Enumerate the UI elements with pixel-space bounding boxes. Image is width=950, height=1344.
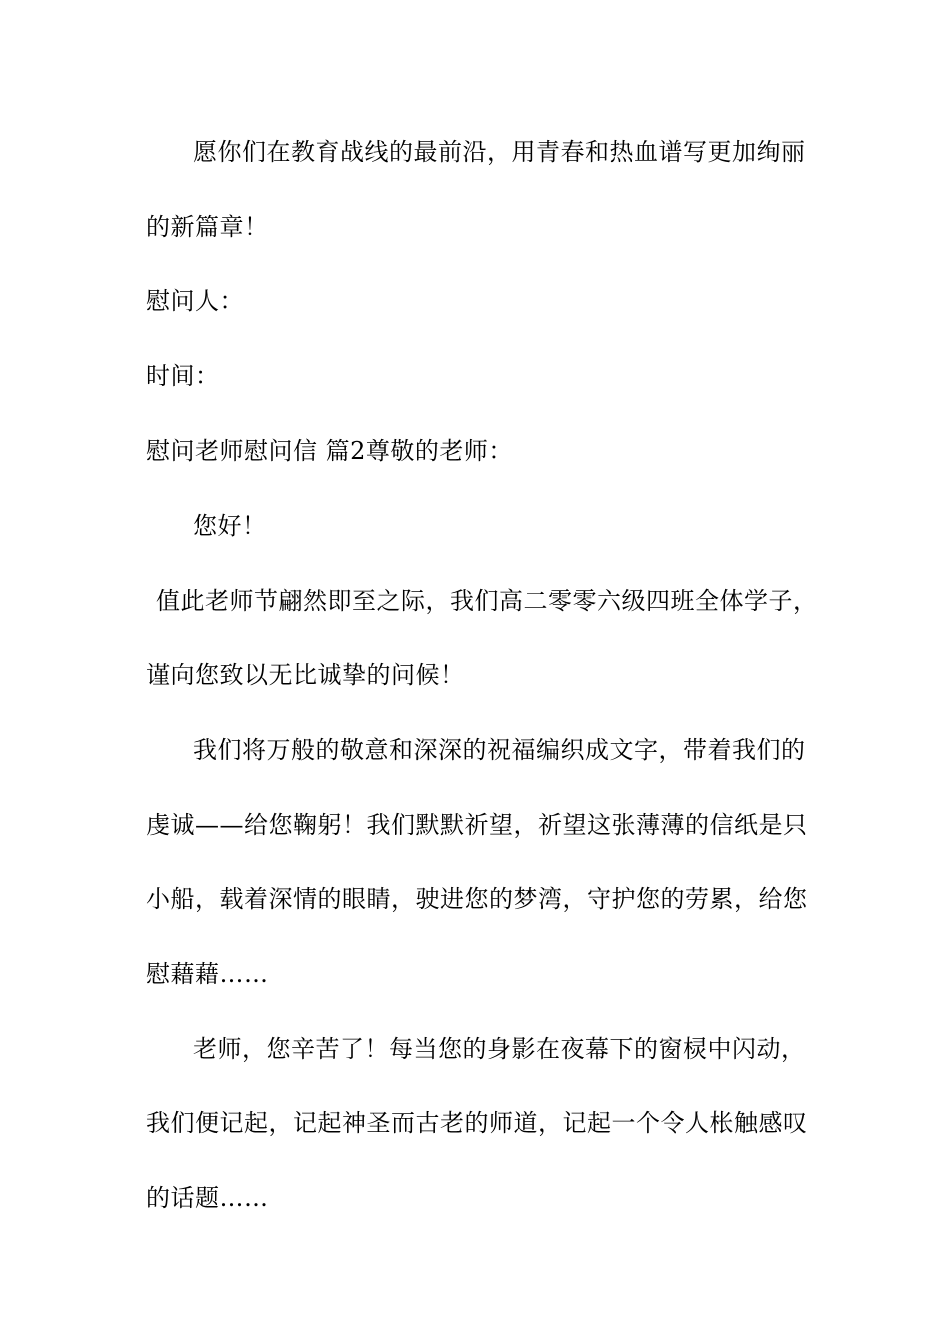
date-label: 时间： [146,362,220,390]
paragraph-line: 值此老师节翩然即至之际，我们高二零零六级四班全体学子， [156,587,818,615]
paragraph-line: 愿你们在教育战线的最前沿，用青春和热血谱写更加绚丽 [193,138,806,166]
paragraph-line: 慰藉藉…… [146,960,269,988]
paragraph-line: 我们将万般的敬意和深深的祝福编织成文字，带着我们的 [193,736,806,764]
paragraph-line: 的话题…… [146,1184,269,1212]
paragraph-line: 小船，载着深情的眼睛，驶进您的梦湾，守护您的劳累，给您 [146,885,808,913]
signer-label: 慰问人： [146,287,244,315]
greeting: 您好！ [193,512,267,540]
paragraph-line: 谨向您致以无比诚挚的问候！ [146,661,465,689]
section-heading: 慰问老师慰问信 篇2尊敬的老师： [146,437,513,465]
paragraph-line: 虔诚——给您鞠躬！我们默默祈望，祈望这张薄薄的信纸是只 [146,811,808,839]
paragraph-line: 老师，您辛苦了！每当您的身影在夜幕下的窗棂中闪动， [193,1035,806,1063]
paragraph-line: 的新篇章！ [146,213,269,241]
paragraph-line: 我们便记起，记起神圣而古老的师道，记起一个令人枨触感叹 [146,1109,808,1137]
